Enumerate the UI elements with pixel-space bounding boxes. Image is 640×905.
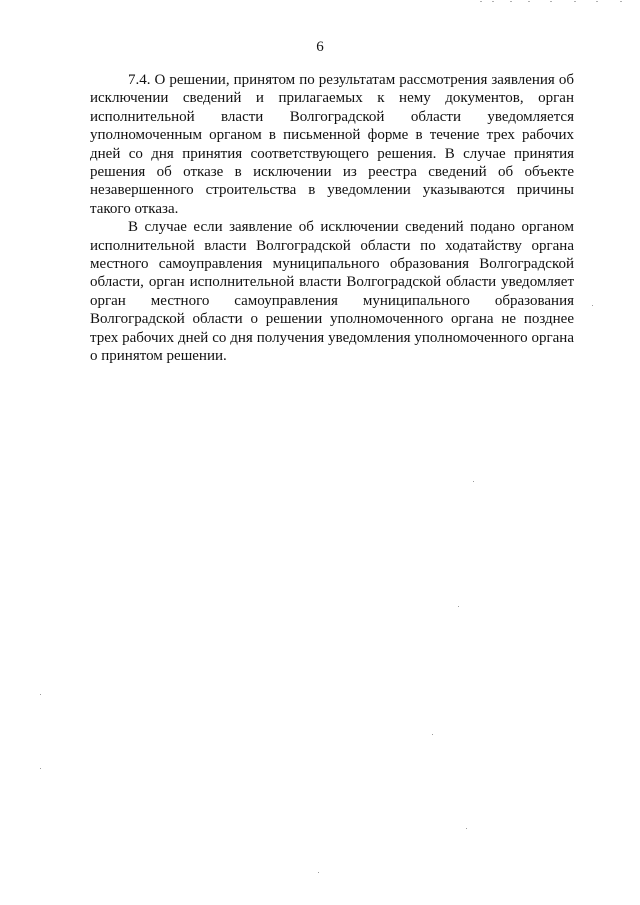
paragraph-notification: В случае если заявление об исключении сведений подано органом исполнительной власти Волгоградской области по ходатайству органа местного самоуправления муниципального образования Волгоградской области, орган исполнительной власти Волгоградской области уведомляет орган местного самоуправления муниципального образования Волгоградской области о решении уполномоченного органа не позднее трех рабочих дней со дня получения уведомления уполномоченного органа о принятом решении.: [90, 219, 574, 365]
paragraph-7-4: 7.4. О решении, принятом по результатам рассмотрения заявления об исключении сведений и прилагаемых к нему документов, орган исполнительной власти Волгоградской области уведомляется уполномоченным органом в письменной форме в течение трех рабочих дней со дня принятия соответствующего решения. В случае принятия решения об отказе в исключении из реестра сведений об объекте незавершенного строительства в уведомлении указываются причины такого отказа.: [90, 72, 574, 217]
page-number: 6: [316, 39, 324, 55]
scan-speck: [40, 768, 41, 769]
scan-speck: [318, 872, 319, 873]
scan-speck: [40, 694, 41, 695]
scan-speck: [432, 734, 433, 735]
scan-speck: [466, 828, 467, 829]
scan-speck: [592, 305, 593, 306]
scan-speck: [458, 606, 459, 607]
scan-speck: [473, 481, 474, 482]
scan-edge-marks: [470, 0, 640, 3]
document-body: [90, 71, 574, 366]
